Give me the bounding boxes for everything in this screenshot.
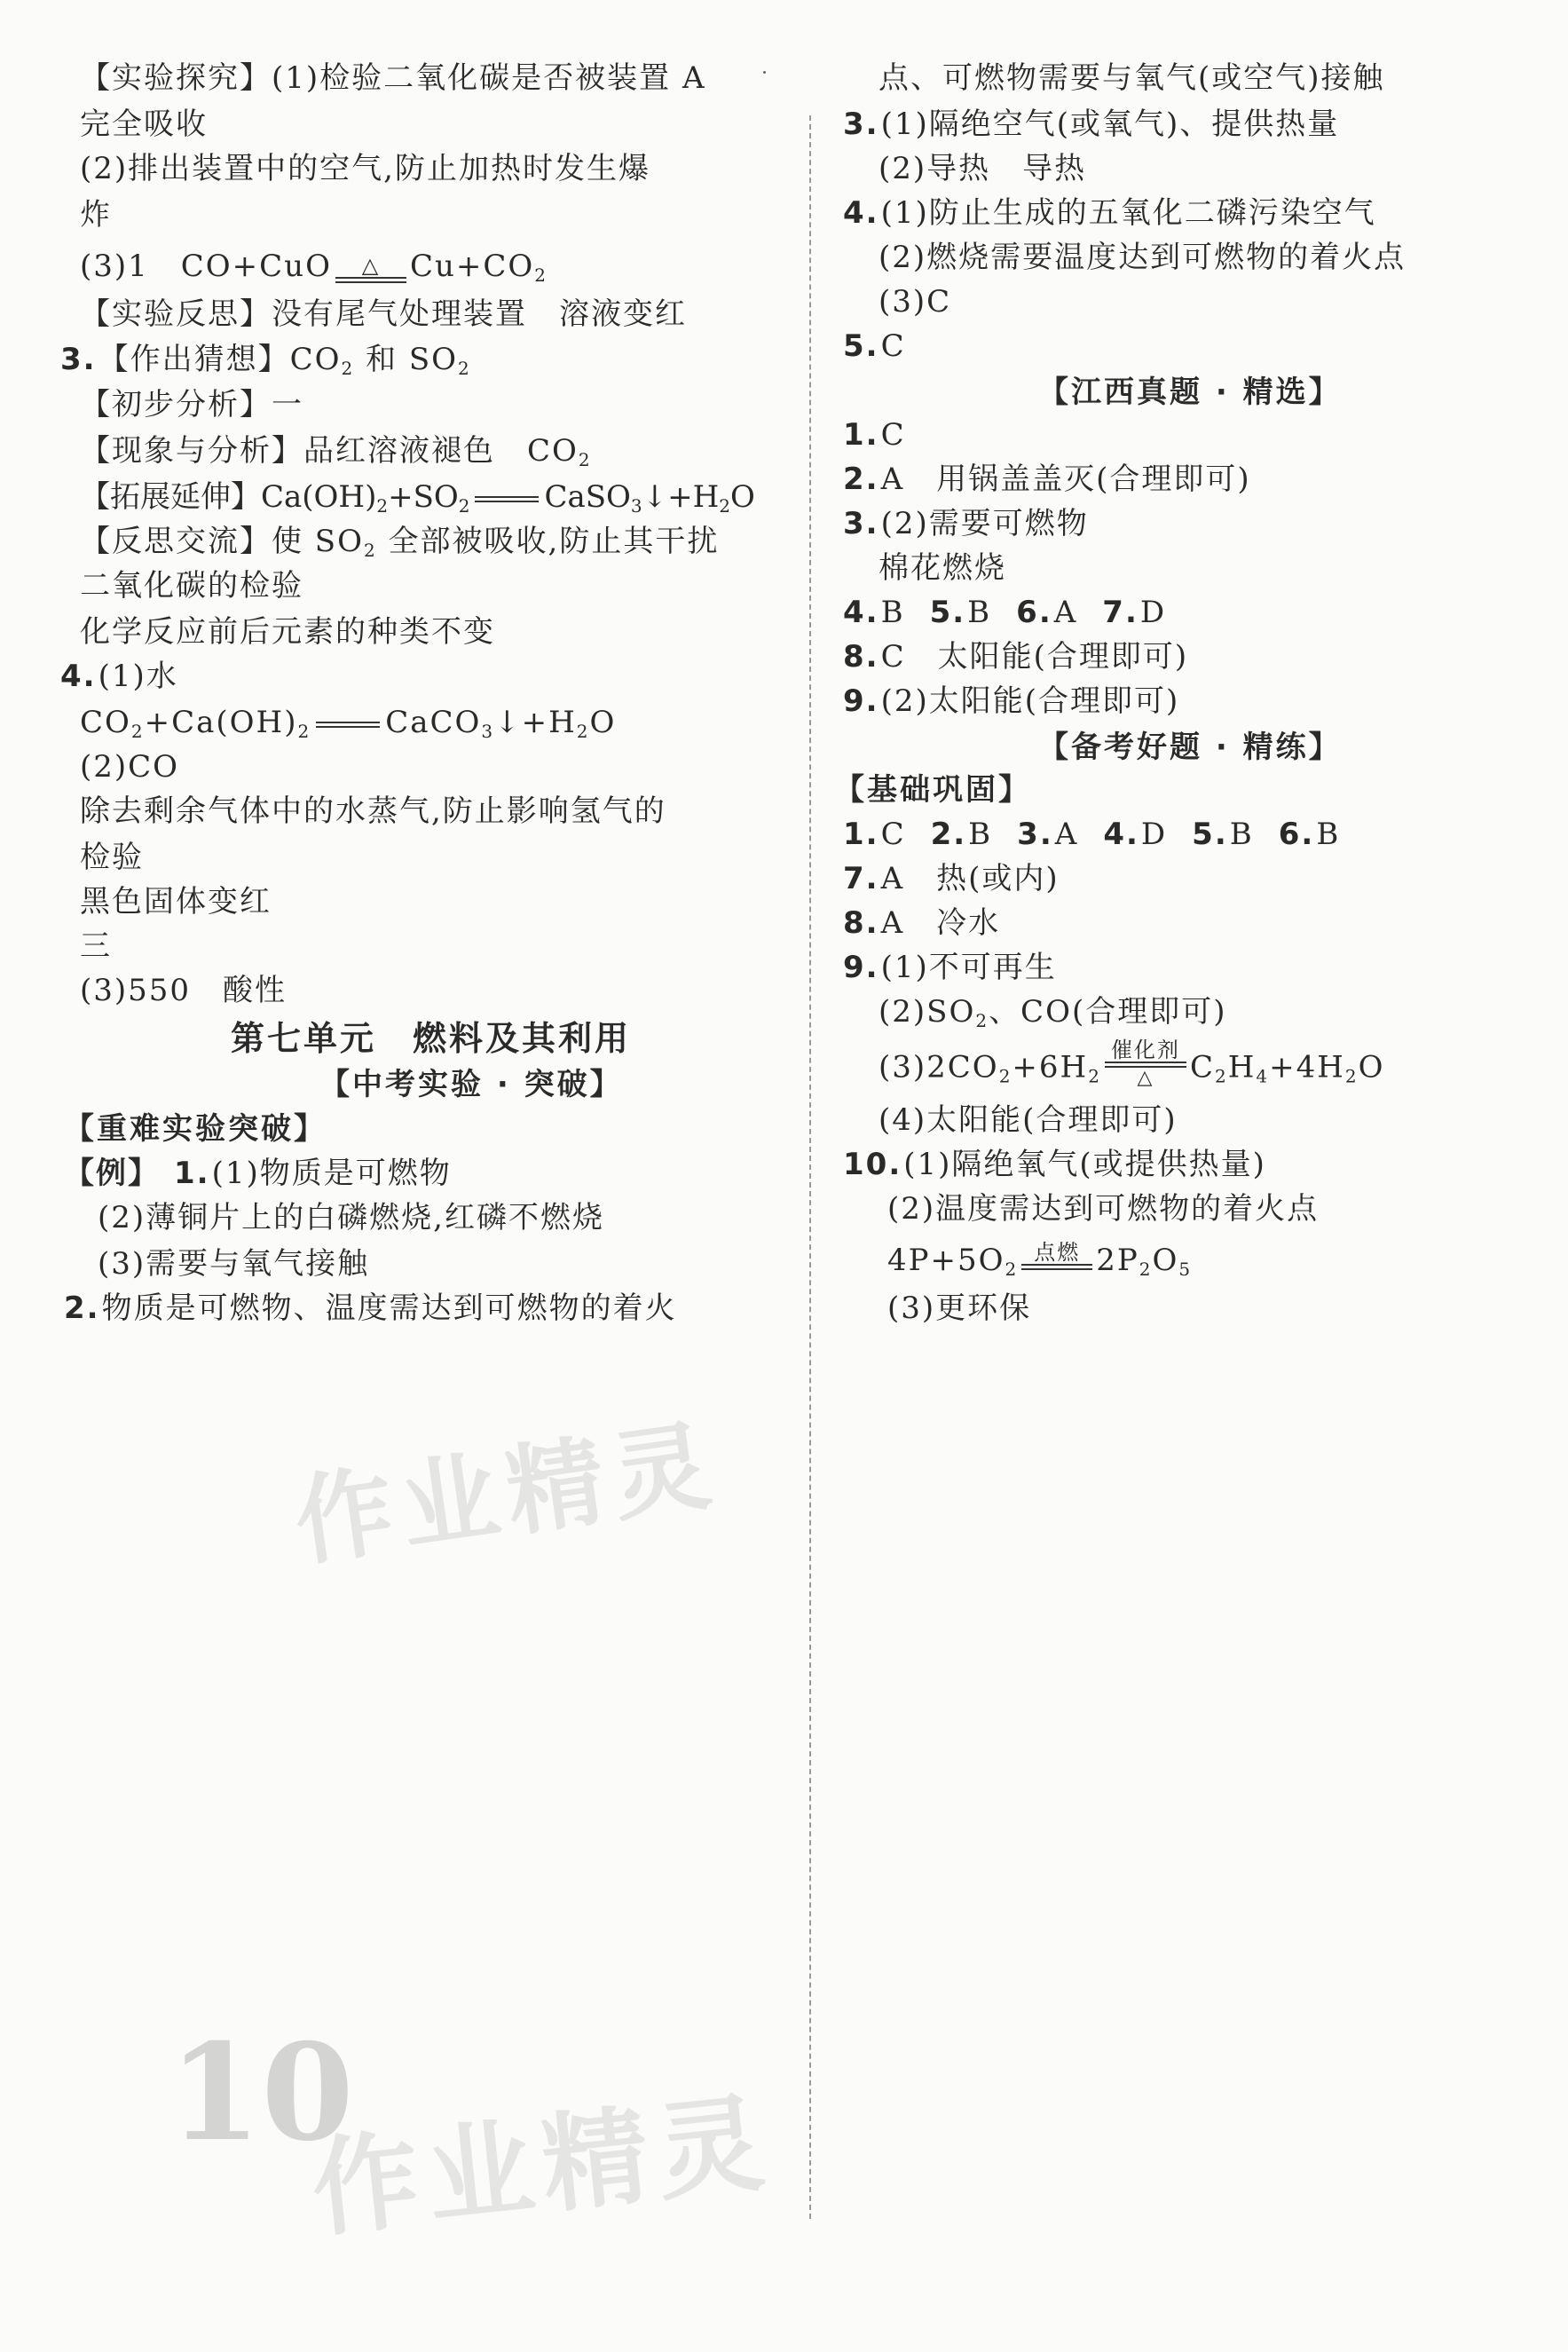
equation-text: O [1358, 1049, 1385, 1085]
question-number: 6. [1016, 595, 1052, 630]
equation-text: CO [80, 705, 131, 740]
reaction-arrow [1021, 1241, 1092, 1270]
question-number: 1. [843, 817, 879, 852]
section-heading: 【备考好题 · 精练】 [1038, 730, 1342, 765]
subscript: 2 [578, 449, 592, 470]
equation-text: O [589, 705, 617, 740]
text-span: (2)SO [879, 994, 976, 1030]
question-number: 6. [1278, 817, 1315, 852]
column-divider [809, 115, 811, 2219]
subscript: 2 [576, 721, 590, 742]
question-number: 8. [843, 905, 879, 941]
text-line: 化学反应前后元素的种类不变 [80, 614, 495, 650]
text-line [80, 433, 592, 469]
text-span: 【反思交流】使 SO [80, 524, 364, 559]
subscript: 2 [719, 495, 731, 517]
subscript: 4 [1256, 1065, 1270, 1087]
equation-text: +4H [1269, 1049, 1345, 1085]
question-line [843, 639, 1188, 675]
question-line [843, 861, 1060, 896]
text-line: 点、可燃物需要与氧气(或空气)接触 [879, 60, 1385, 96]
question-text: C [880, 417, 906, 453]
equation-text: (3)1 CO+CuO [80, 249, 332, 284]
text-line: (4)太阳能(合理即可) [879, 1102, 1178, 1138]
answer: D [1140, 817, 1168, 852]
text-line: 三 [80, 928, 112, 964]
question-text: C [880, 328, 906, 364]
text-line: (3)更环保 [887, 1290, 1032, 1326]
question-number: 7. [1102, 595, 1139, 630]
subscript: 2 [376, 495, 389, 517]
text-line: (2)导热 导热 [879, 151, 1087, 186]
equation-text: +SO [388, 479, 459, 515]
answer: B [967, 595, 992, 630]
question-line [60, 659, 178, 694]
question-text: (1)隔绝空气(或氧气)、提供热量 [880, 107, 1340, 142]
text-line: 黑色固体变红 [80, 884, 272, 919]
text-line: (2)温度需达到可燃物的着火点 [887, 1191, 1320, 1227]
question-text: A 用锅盖盖灭(合理即可) [880, 462, 1251, 497]
subscript: 2 [1088, 1065, 1101, 1087]
text-line: (2)CO [80, 749, 180, 785]
section-heading: 【中考实验 · 突破】 [319, 1067, 623, 1102]
answer: B [968, 817, 993, 852]
text-line [80, 524, 719, 559]
text-line: 棉花燃烧 [879, 550, 1006, 586]
question-number: 5. [929, 595, 966, 630]
text-line: 炸 [80, 197, 112, 233]
question-number: 2. [843, 462, 879, 497]
answer: D [1139, 595, 1167, 630]
page-dot [763, 71, 766, 74]
question-number: 5. [843, 328, 879, 364]
text-line: (2)燃烧需要温度达到可燃物的着火点 [879, 240, 1406, 275]
subscript: 3 [630, 495, 642, 517]
text-line: (2)薄铜片上的白磷燃烧,红磷不燃烧 [98, 1200, 604, 1235]
question-number: 4. [1103, 817, 1139, 852]
question-number: 7. [843, 861, 879, 896]
text-line: (3)需要与氧气接触 [98, 1246, 370, 1282]
watermark: 作业精灵 [288, 1408, 726, 1580]
equation-line [80, 479, 755, 515]
equation-text: 【拓展延伸】Ca(OH) [80, 479, 377, 515]
question-line [843, 595, 1166, 630]
watermark: 作业精灵 [306, 2081, 778, 2253]
equation-text: H [1227, 1049, 1257, 1085]
question-text: 【作出猜想】CO [98, 342, 342, 377]
question-line [843, 107, 1339, 142]
question-line [843, 950, 1057, 985]
text-line: 检验 [80, 840, 144, 875]
page-number: 10 [169, 2015, 354, 2171]
question-number: 3. [843, 506, 879, 541]
question-line [843, 195, 1376, 231]
equation-text: CaCO [385, 705, 482, 740]
question-number: 2. [930, 817, 967, 852]
subscript: 2 [975, 1010, 989, 1031]
question-text: (2)太阳能(合理即可) [880, 683, 1180, 719]
question-line [843, 417, 906, 453]
reaction-condition: 催化剂 [1110, 1038, 1180, 1062]
equation-text: O [730, 479, 755, 515]
equation-text: +6H [1012, 1049, 1089, 1085]
question-number: 10. [843, 1147, 902, 1182]
reaction-condition: △ [1137, 1067, 1154, 1089]
equation-text: ↓+H [494, 705, 577, 740]
example-line [64, 1156, 452, 1191]
question-text: (2)需要可燃物 [880, 506, 1089, 541]
subscript: 2 [457, 358, 471, 379]
question-number: 9. [843, 683, 879, 719]
question-text: 物质是可燃物、温度需达到可燃物的着火 [101, 1290, 677, 1326]
subscript: 2 [1005, 1259, 1019, 1280]
question-number: 3. [1017, 817, 1053, 852]
equation-line [887, 1239, 1193, 1280]
subscript: 2 [1214, 1065, 1228, 1087]
section-heading: 【重难实验突破】 [64, 1111, 327, 1147]
equation-text: 2P [1096, 1243, 1139, 1278]
subscript: 2 [297, 721, 311, 742]
equation-text: 4P+5O [887, 1243, 1005, 1278]
question-line [843, 905, 1000, 941]
question-number: 5. [1192, 817, 1228, 852]
question-text: A 热(或内) [880, 861, 1060, 896]
question-number: 3. [60, 342, 97, 377]
text-line: (3)C [879, 284, 952, 320]
text-line: 【实验探究】(1)检验二氧化碳是否被装置 A [80, 60, 706, 96]
answer: B [1316, 817, 1341, 852]
equation-line [879, 1038, 1385, 1094]
answer: C [880, 817, 906, 852]
section-heading: 【江西真题 · 精选】 [1038, 375, 1342, 410]
question-number: 4. [843, 595, 879, 630]
question-line [843, 683, 1179, 719]
subscript: 2 [534, 264, 548, 286]
subscript: 2 [341, 358, 355, 379]
answer: A [1054, 817, 1079, 852]
reaction-condition: △ [361, 252, 381, 278]
question-line [843, 817, 1340, 852]
subscript: 2 [458, 495, 470, 517]
question-text: A 冷水 [880, 905, 1001, 941]
text-line: (3)550 酸性 [80, 973, 288, 1008]
subscript: 2 [1139, 1259, 1153, 1280]
equation-text: +Ca(OH) [144, 705, 298, 740]
reaction-arrow [1105, 1038, 1186, 1089]
subscript: 5 [1178, 1259, 1193, 1280]
question-text: (1)隔绝氧气(或提供热量) [903, 1147, 1266, 1182]
question-number: 8. [843, 639, 879, 675]
text-line: 二氧化碳的检验 [80, 568, 303, 604]
question-text: (1)防止生成的五氧化二磷污染空气 [880, 195, 1376, 231]
equation-text: CaSO [544, 479, 631, 515]
equals-sign [475, 496, 539, 502]
reaction-arrow [335, 254, 406, 283]
question-line [843, 462, 1251, 497]
answer: B [880, 595, 905, 630]
question-text: (1)物质是可燃物 [211, 1156, 452, 1191]
question-text: (1)水 [98, 659, 178, 694]
text-line: 除去剩余气体中的水蒸气,防止影响氢气的 [80, 793, 666, 829]
subscript: 2 [130, 721, 145, 742]
question-line [843, 1147, 1266, 1182]
equation-line [80, 249, 548, 284]
question-number: 2. [64, 1290, 100, 1326]
question-number: 1. [843, 417, 879, 453]
text-span: 【现象与分析】品红溶液褪色 CO [80, 433, 579, 469]
answer: A [1053, 595, 1078, 630]
subscript: 2 [363, 540, 377, 561]
text-line [879, 994, 1226, 1030]
question-line [843, 328, 906, 364]
question-text: C 太阳能(合理即可) [880, 639, 1189, 675]
question-number: 4. [60, 659, 97, 694]
text-line: 【初步分析】一 [80, 387, 303, 422]
subscript: 2 [1344, 1065, 1359, 1087]
question-text: (1)不可再生 [880, 950, 1057, 985]
equation-line [80, 705, 616, 740]
text-line: (2)排出装置中的空气,防止加热时发生爆 [80, 151, 650, 186]
question-number: 4. [843, 195, 879, 231]
text-span: 全部被吸收,防止其干扰 [376, 524, 720, 559]
section-heading: 【基础巩固】 [834, 772, 1031, 808]
question-text: 和 SO [354, 342, 458, 377]
subscript: 3 [481, 721, 495, 742]
unit-title: 第七单元 燃料及其利用 [231, 1019, 632, 1058]
example-label: 【例】 [64, 1156, 160, 1191]
equation-text: (3)2CO [879, 1049, 999, 1085]
subscript: 2 [998, 1065, 1013, 1087]
equation-text: O [1152, 1243, 1179, 1278]
question-number: 9. [843, 950, 879, 985]
text-span: 、CO(合理即可) [989, 994, 1227, 1030]
text-line: 完全吸收 [80, 107, 208, 142]
question-line [64, 1290, 677, 1326]
text-line: 【实验反思】没有尾气处理装置 溶液变红 [80, 296, 687, 332]
equals-sign [316, 722, 380, 728]
answer: B [1229, 817, 1254, 852]
question-number: 1. [174, 1156, 210, 1191]
question-line [60, 342, 471, 377]
equation-text: ↓+H [642, 479, 720, 515]
equation-text: Cu+CO [409, 249, 535, 284]
question-line [843, 506, 1089, 541]
reaction-condition: 点燃 [1034, 1239, 1081, 1265]
question-number: 3. [843, 107, 879, 142]
equation-text: C [1189, 1049, 1215, 1085]
